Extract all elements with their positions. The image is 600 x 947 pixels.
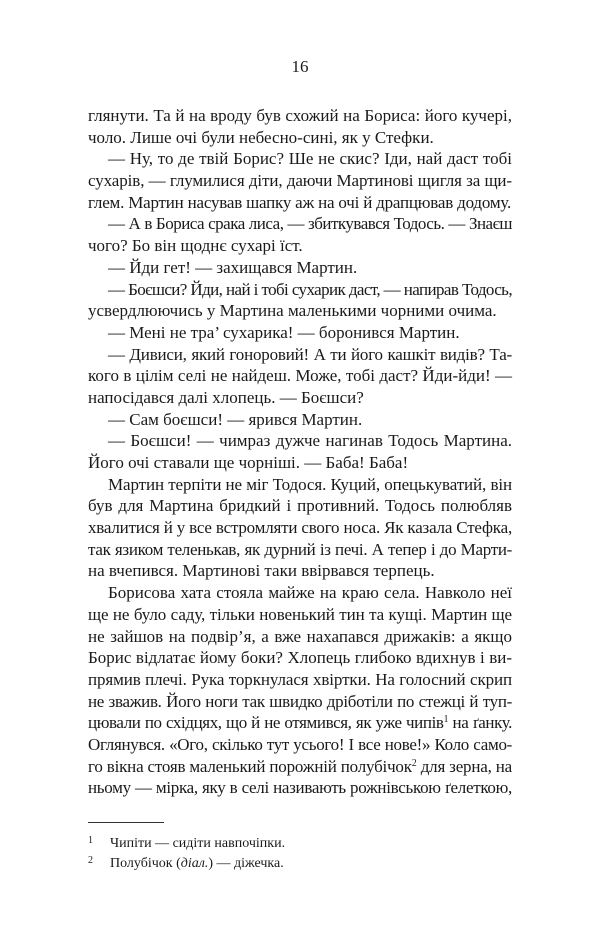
line-text: го вікна стояв маленький порожній полубічок xyxy=(88,756,412,776)
line-text: так язиком теленькав, як дурний із печі. А тепер і до Марти- xyxy=(88,539,512,559)
text-line xyxy=(88,235,512,257)
line-text: усвердлюючись у Мартина маленькими чорними очима. xyxy=(88,301,497,321)
text-line xyxy=(88,365,512,387)
text-line xyxy=(88,626,512,648)
footnote-2: 2 Полубічок (діал.) — діжечка. xyxy=(88,855,284,871)
footnote-divider xyxy=(88,822,164,823)
footnote-text: Полубічок ( xyxy=(110,856,181,871)
line-text: Борисова хата стояла майже на краю села. Навколо неї xyxy=(108,583,512,603)
line-text: — Ну, то де твій Борис? Ше не скис? Іди, най даст тобі xyxy=(108,149,512,169)
page-number: 16 xyxy=(291,57,309,76)
text-line xyxy=(88,452,512,474)
footnote-ref: 2 xyxy=(411,757,417,769)
line-text: Мартин терпіти не міг Тодося. Куций, опецькуватий, він xyxy=(108,474,512,494)
line-text: був для Мартина бридкий і противний. Тодось полюбляв xyxy=(88,496,512,516)
line-text: — А в Бориса срака лиса, — збиткувався Тодось. — Знаєш xyxy=(108,214,512,234)
body-text xyxy=(88,105,512,799)
line-text: не зважив. Його ноги так швидко дріботіли по стежці й туп- xyxy=(88,691,512,711)
line-text: — Дивиси, який гоноровий! А ти його кашкіт видів? Та- xyxy=(108,344,512,364)
line-text: сухарів, — глумилися діти, даючи Мартинові щигля за щи- xyxy=(88,171,512,191)
text-line xyxy=(88,344,512,366)
line-text: — Йди гет! — захищався Мартин. xyxy=(108,257,358,277)
text-line xyxy=(88,474,512,496)
text-line xyxy=(88,170,512,192)
text-line xyxy=(88,734,512,756)
line-text: на вчепився. Мартинові таки ввірвався терпець. xyxy=(88,561,435,581)
text-line xyxy=(88,148,512,170)
text-line xyxy=(88,691,512,713)
line-text: кого в цілім селі не найдеш. Може, тобі даст? Йди-йди! — xyxy=(88,366,512,386)
text-line xyxy=(88,604,512,626)
line-text: глянути. Та й на вроду був схожий на Бориса: його кучері, xyxy=(88,106,512,125)
line-text: для зерна, на xyxy=(416,756,512,776)
text-line xyxy=(88,517,512,539)
line-text: глем. Мартин насував шапку аж на очі й драпцював додому. xyxy=(88,192,512,212)
line-text: цювали по східцях, що й не отямився, як уже чипів xyxy=(88,713,444,733)
text-line xyxy=(88,430,512,452)
line-text: Борис відлатає йому боки? Хлопець глибоко вдихнув і ви- xyxy=(88,648,512,668)
line-text: прямив плечі. Рука торкнулася хвіртки. На голосний скрип xyxy=(88,669,512,689)
text-line xyxy=(88,495,512,517)
text-line xyxy=(88,582,512,604)
text-line xyxy=(88,300,512,322)
footnotes xyxy=(88,834,512,874)
line-text: не зайшов на подвір’я, а вже нахапався дрижаків: а якщо xyxy=(88,626,512,646)
line-text: напосідався далі хлопець. — Боєшси? xyxy=(88,387,364,407)
line-text: — Боєшси! — чимраз дужче нагинав Тодось Мартина. xyxy=(108,431,512,451)
text-line xyxy=(88,257,512,279)
line-text: чого? Бо він щоднє сухарі їст. xyxy=(88,236,303,256)
text-line xyxy=(88,539,512,561)
line-text: хвалитися й у все встромляти свого носа. Як казала Стефка, xyxy=(88,518,512,538)
text-line xyxy=(88,192,512,214)
line-text: чоло. Лише очі були небесно-сині, як у Стефки. xyxy=(88,127,434,147)
line-text: на ґанку. xyxy=(448,713,513,733)
footnote-text: Чипіти — сидіти навпочіпки. xyxy=(110,836,286,851)
text-line xyxy=(88,669,512,691)
text-line xyxy=(88,756,512,778)
line-text: — Мені не тра’ сухарика! — боронився Мартин. xyxy=(108,322,460,342)
text-line xyxy=(88,777,512,799)
line-text: — Боєшси? Йди, най і тобі сухарик даст, — напирав Тодось, xyxy=(108,279,512,299)
line-text: ньому — мірка, яку в селі називають рожнівською ґелеткою, xyxy=(88,778,512,798)
footnote-text: ) — діжечка. xyxy=(208,856,284,871)
text-line xyxy=(88,409,512,431)
text-line xyxy=(88,387,512,409)
text-line xyxy=(88,127,512,149)
text-line xyxy=(88,322,512,344)
footnote-abbreviation: діал. xyxy=(180,856,209,871)
line-text: Оглянувся. «Ого, скілько тут усього! І все нове!» Коло само- xyxy=(88,734,512,754)
line-text: ще не було саду, тільки новенький тин та кущі. Мартин ще xyxy=(88,604,512,624)
text-line xyxy=(88,647,512,669)
text-line xyxy=(88,712,512,734)
line-text: Його очі ставали ще чорніші. — Баба! Баба! xyxy=(88,453,409,472)
footnote-1: 1 Чипіти — сидіти навпочіпки. xyxy=(88,835,286,851)
text-line xyxy=(88,279,512,301)
line-text: — Сам боєшси! — ярився Мартин. xyxy=(108,409,363,429)
text-line xyxy=(88,560,512,582)
text-line xyxy=(88,213,512,235)
footnote-ref: 1 xyxy=(443,714,449,726)
text-line xyxy=(88,105,512,127)
